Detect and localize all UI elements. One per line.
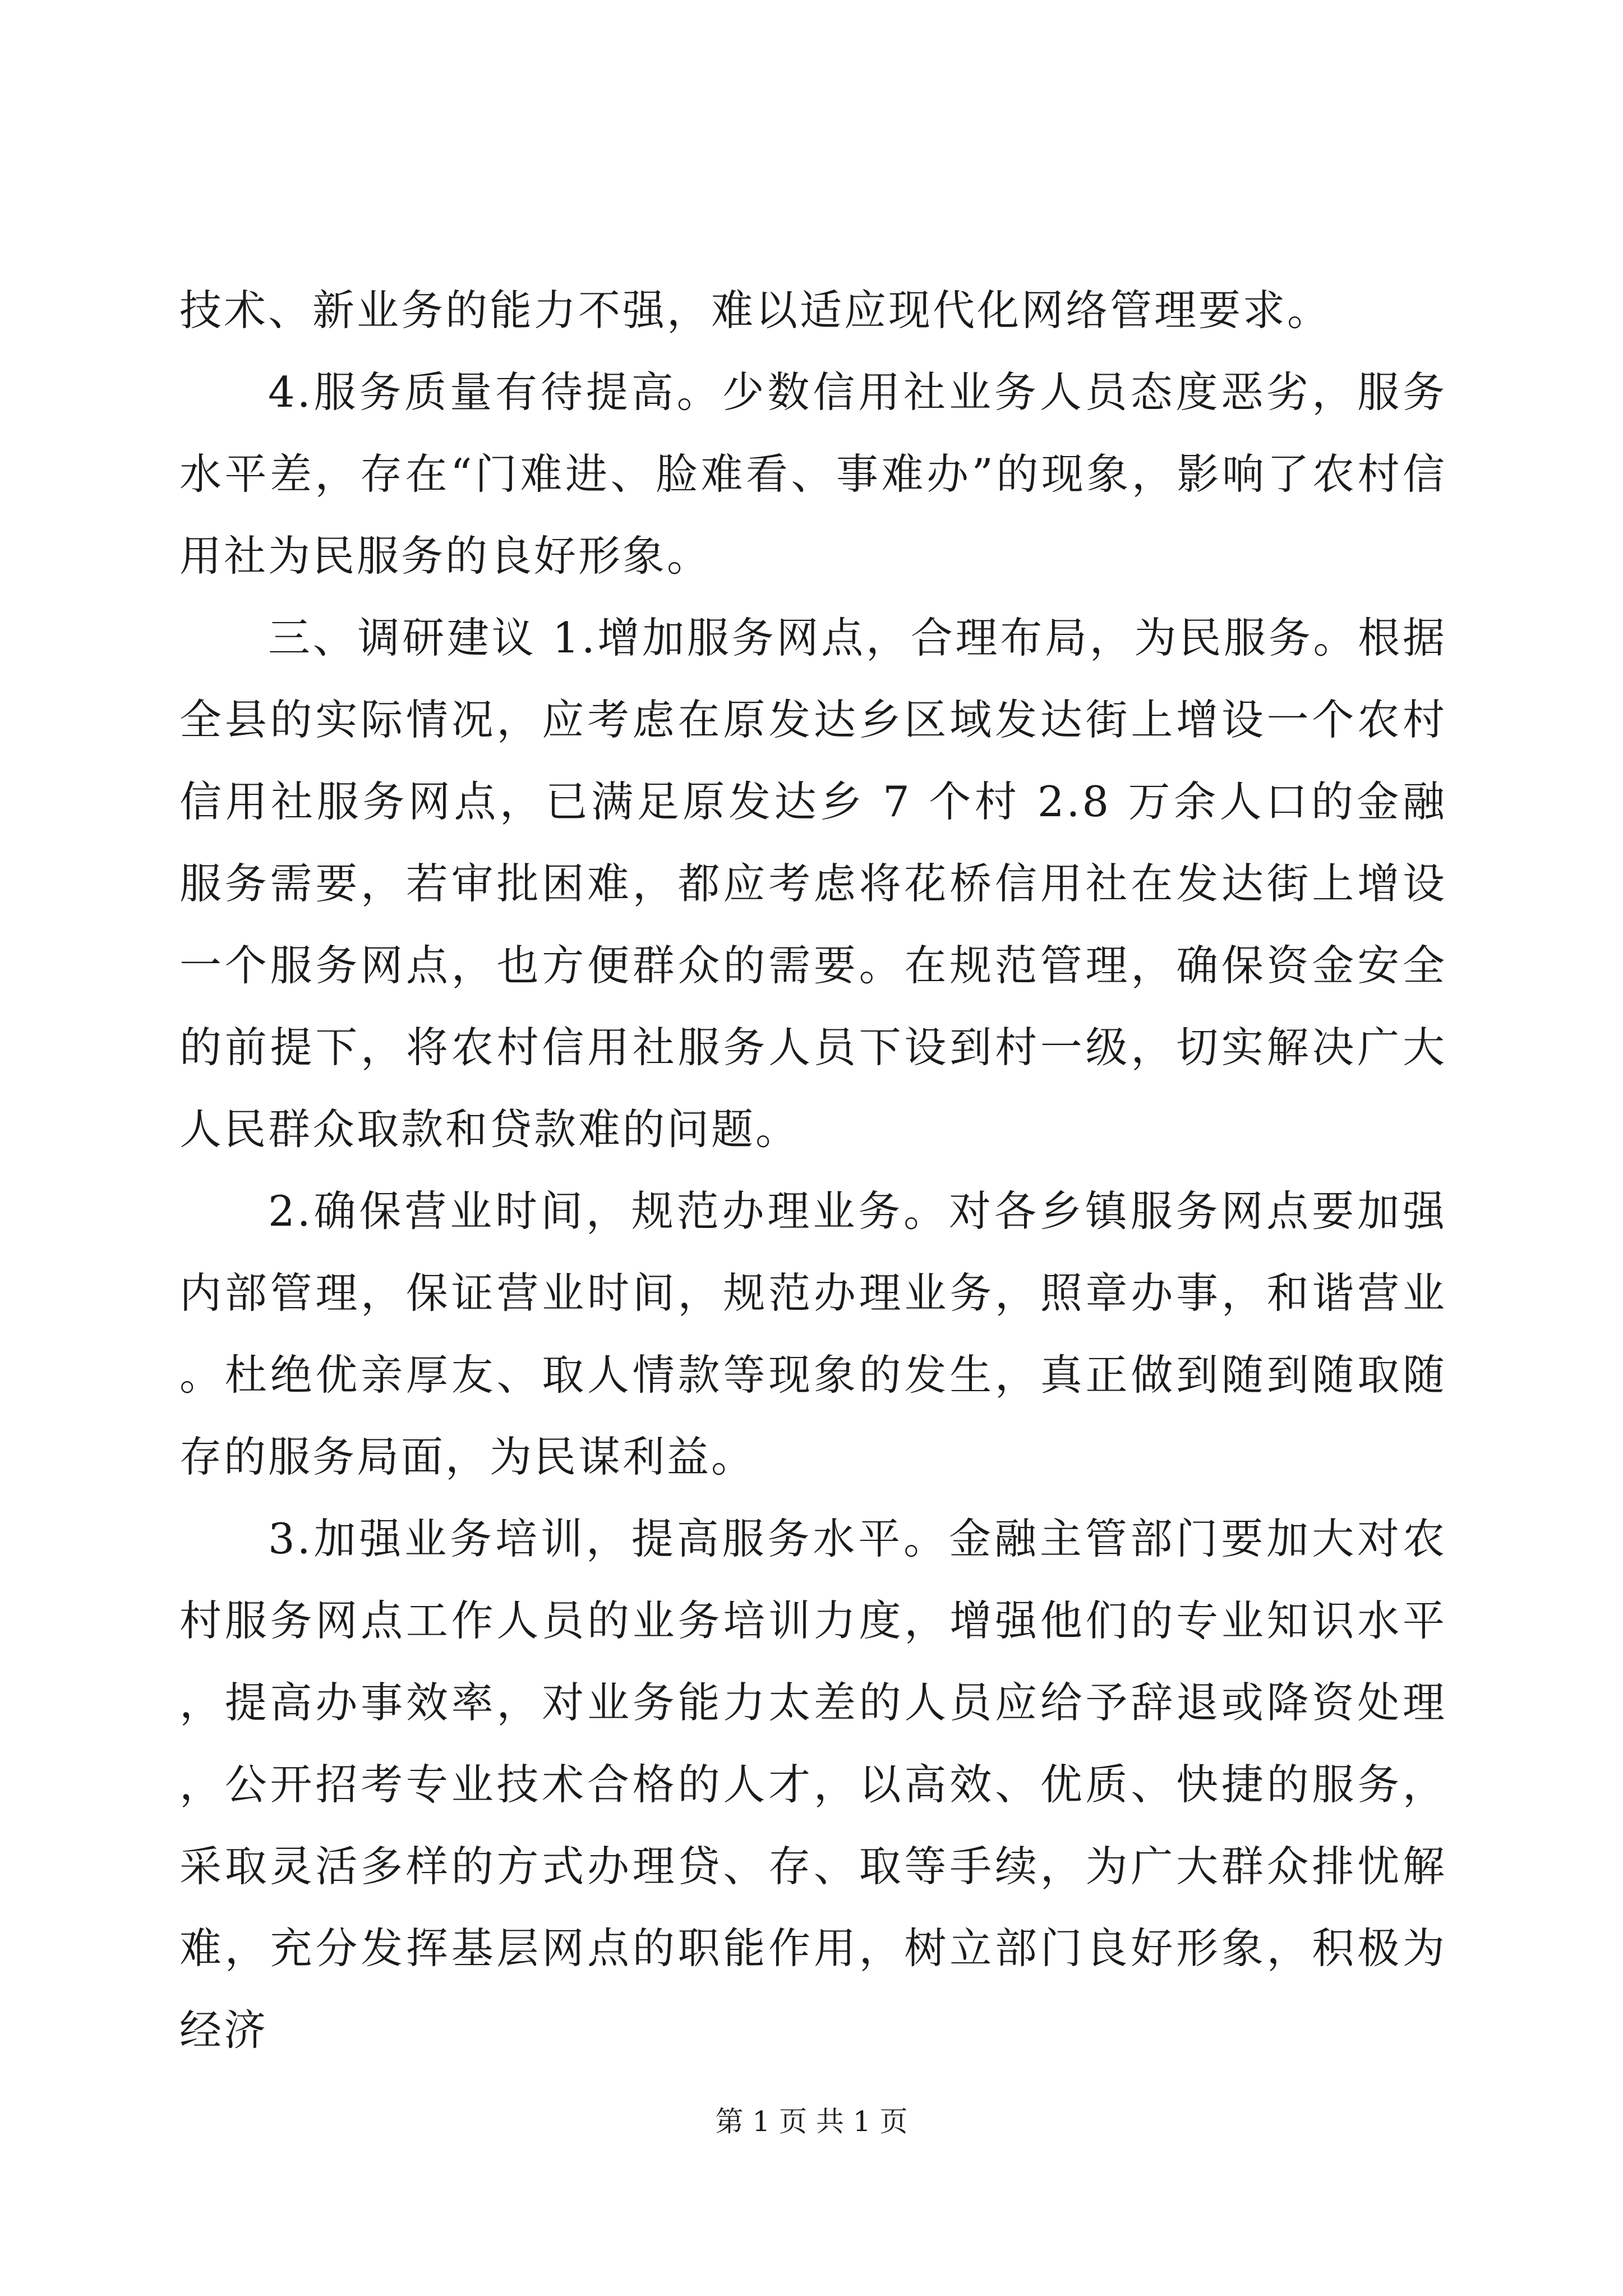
paragraph-service-quality: 4.服务质量有待提高。少数信用社业务人员态度恶劣，服务水平差，存在“门难进、脸难看、事难办”的现象，影响了农村信用社为民服务的良好形象。 [179, 367, 1447, 581]
paragraph-training: 3.加强业务培训，提高服务水平。金融主管部门要加大对农村服务网点工作人员的业务培训力度，增强他们的专业知识水平，提高办事效率，对业务能力太差的人员应给予辞退或降资处理，公开招考专业技术合格的人才，以高效、优质、快捷的服务，采取灵活多样的方式办理贷、存、取等手续，为广大群众排忧解难，充分发挥基层网点的职能作用，树立部门良好形象，积极为经济 [179, 1514, 1447, 2055]
paragraph-business-hours: 2.确保营业时间，规范办理业务。对各乡镇服务网点要加强内部管理，保证营业时间，规范办理业务，照章办事，和谐营业。杜绝优亲厚友、取人情款等现象的发生，真正做到随到随取随存的服务局面，为民谋利益。 [179, 1186, 1447, 1481]
paragraph-continuation: 技术、新业务的能力不强，难以适应现代化网络管理要求。 [179, 286, 1332, 335]
document-body [179, 269, 1447, 2071]
page-footer: 第 1 页 共 1 页 [715, 2105, 908, 2138]
paragraph-research-suggestions: 三、调研建议 1.增加服务网点，合理布局，为民服务。根据全县的实际情况，应考虑在原发达乡区域发达街上增设一个农村信用社服务网点，已满足原发达乡 7 个村 2.8 万余人口的金融服务需要，若审批困难，都应考虑将花桥信用社在发达街上增设一个服务网点，也方便群众的需要。在规范管理，确保资金安全的前提下，将农村信用社服务人员下设到村一级，切实解决广大人民群众取款和贷款难的问题。 [179, 613, 1447, 1154]
